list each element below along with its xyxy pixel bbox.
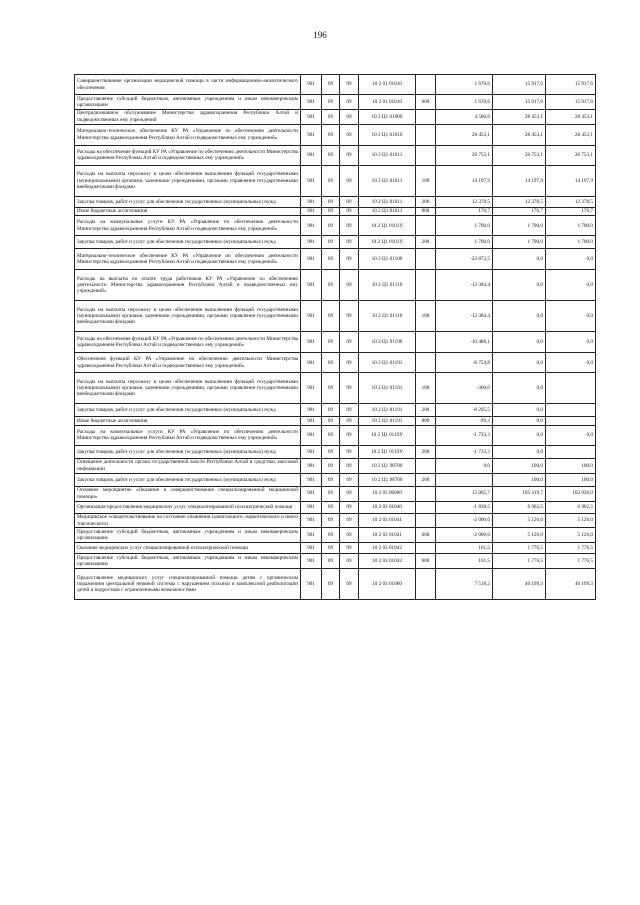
table-row [75, 145, 596, 165]
cell-amount-1: 0,0 [436, 458, 493, 473]
cell-expense-type [416, 458, 436, 473]
table-row [75, 95, 596, 110]
table-row [75, 270, 596, 301]
cell-amount-2: 0,0 [493, 332, 546, 353]
cell-subsection: 09 [340, 124, 359, 145]
cell-target-article: 10 2 01 01010 [359, 75, 416, 95]
cell-amount-2: 1 700,0 [493, 236, 546, 249]
cell-target-article: 10 2 Ц1 98700 [359, 473, 416, 486]
cell-amount-1: -13 384,4 [436, 301, 493, 332]
cell-expense-type [416, 249, 436, 270]
cell-amount-1: 7 518,2 [436, 569, 493, 600]
cell-amount-1: 161,5 [436, 543, 493, 554]
table-row [75, 569, 596, 600]
cell-grbs: 901 [301, 196, 322, 207]
cell-grbs: 901 [301, 124, 322, 145]
cell-name: Расходы на выплаты по оплате труда работников КУ РА «Управление по обеспечению деятельности Министерства здравоохранения Республики Алтай и подведомственных ему учреждений» [75, 270, 301, 301]
cell-amount-3: 12 378,5 [546, 196, 596, 207]
cell-amount-1: 28 453,1 [436, 124, 493, 145]
cell-section: 09 [322, 332, 340, 353]
cell-target-article: 10 2 01 01010 [359, 95, 416, 110]
cell-name: Совершенствование организации медицинской помощи в части информационно-аналитического обеспечения [75, 75, 301, 95]
cell-amount-2: 176,7 [493, 207, 546, 216]
cell-amount-3 [546, 404, 596, 417]
cell-name: Оказание медицинских услуг специализированной психиатрической помощи [75, 543, 301, 554]
cell-expense-type [416, 543, 436, 554]
cell-subsection: 09 [340, 353, 359, 373]
table-row [75, 332, 596, 353]
cell-subsection: 09 [340, 75, 359, 95]
cell-name: Расходы на коммунальные услуги КУ РА «Управление по обеспечению деятельности Министерства здравоохранения Республики Алтай и подведомственных ему учреждений» [75, 425, 301, 445]
cell-section: 09 [322, 513, 340, 528]
cell-amount-3: 15 917,6 [546, 95, 596, 110]
cell-section: 09 [322, 473, 340, 486]
cell-section: 09 [322, 445, 340, 458]
cell-grbs: 901 [301, 353, 322, 373]
cell-amount-3: 26 753,1 [546, 145, 596, 165]
cell-target-article: 10 2 Ц1 01191 [359, 373, 416, 404]
budget-table [74, 74, 596, 600]
cell-name: Обеспечение функций КУ РА «Управление по обеспечению деятельности Министерства здравоохранения Республики Алтай и подведомственных ему учреждений» [75, 353, 301, 373]
cell-amount-1: -99,3 [436, 417, 493, 426]
cell-amount-1: 26 753,1 [436, 145, 493, 165]
cell-target-article: 10 2 Ц1 01110 [359, 270, 416, 301]
cell-grbs: 901 [301, 249, 322, 270]
cell-target-article: 10 2 Ц1 01191 [359, 417, 416, 426]
cell-target-article: 10 2 Ц1 98700 [359, 458, 416, 473]
table-row [75, 554, 596, 569]
cell-expense-type: 200 [416, 404, 436, 417]
cell-section: 09 [322, 216, 340, 236]
cell-amount-2: 1 776,5 [493, 543, 546, 554]
table-row [75, 207, 596, 216]
cell-name: Закупка товаров, работ и услуг для обеспечения государственных (муниципальных) нужд [75, 473, 301, 486]
cell-target-article: 10 2 03 00000 [359, 486, 416, 501]
cell-subsection: 09 [340, 501, 359, 513]
cell-expense-type [416, 109, 436, 124]
cell-expense-type: 100 [416, 301, 436, 332]
cell-expense-type [416, 425, 436, 445]
cell-amount-1: 1 670,6 [436, 75, 493, 95]
cell-name: Расходы на выплаты персоналу в целях обеспечения выполнения функций государственными (муниципальными) органами, казенными учреждениями, органами управления государственными внебюджетными фондами [75, 301, 301, 332]
cell-grbs: 901 [301, 473, 322, 486]
cell-subsection: 09 [340, 109, 359, 124]
cell-grbs: 901 [301, 445, 322, 458]
cell-section: 09 [322, 109, 340, 124]
cell-subsection: 09 [340, 513, 359, 528]
cell-section: 09 [322, 353, 340, 373]
cell-amount-2: 28 453,1 [493, 109, 546, 124]
table-row [75, 445, 596, 458]
cell-section: 09 [322, 458, 340, 473]
table-row [75, 458, 596, 473]
cell-target-article: 10 2 Ц1 01190 [359, 332, 416, 353]
cell-amount-2: 14 197,9 [493, 165, 546, 196]
cell-subsection: 09 [340, 270, 359, 301]
cell-name: Предоставление субсидий бюджетным, автономным учреждениям и иным некоммерческим организациям [75, 528, 301, 543]
cell-amount-1: -2 000,0 [436, 528, 493, 543]
table-row [75, 501, 596, 513]
cell-section: 09 [322, 404, 340, 417]
cell-target-article: 10 2 Ц1 01000 [359, 109, 416, 124]
cell-subsection: 09 [340, 528, 359, 543]
cell-expense-type [416, 569, 436, 600]
cell-name: Расходы на обеспечение функций КУ РА «Управление по обеспечению деятельности Министерства здравоохранения Республики Алтай и подведомственных ему учреждений» [75, 145, 301, 165]
cell-amount-1: -13 384,4 [436, 270, 493, 301]
cell-subsection: 09 [340, 543, 359, 554]
cell-subsection: 09 [340, 417, 359, 426]
cell-expense-type: 200 [416, 236, 436, 249]
cell-name: Закупка товаров, работ и услуг для обеспечения государственных (муниципальных) нужд [75, 445, 301, 458]
cell-amount-3: 0,0 [546, 301, 596, 332]
cell-target-article: 10 2 Ц1 01191 [359, 404, 416, 417]
cell-grbs: 901 [301, 486, 322, 501]
cell-expense-type: 600 [416, 528, 436, 543]
cell-amount-3 [546, 445, 596, 458]
cell-expense-type [416, 75, 436, 95]
cell-target-article: 10 2 03 01042 [359, 543, 416, 554]
cell-section: 09 [322, 207, 340, 216]
cell-expense-type: 200 [416, 196, 436, 207]
cell-name: Иные бюджетные ассигнования [75, 417, 301, 426]
cell-expense-type: 600 [416, 554, 436, 569]
cell-amount-2: 100,0 [493, 473, 546, 486]
cell-amount-1: 1 670,6 [436, 95, 493, 110]
cell-expense-type [416, 145, 436, 165]
cell-subsection: 09 [340, 236, 359, 249]
cell-target-article: 10 2 Ц1 01011 [359, 165, 416, 196]
cell-grbs: 901 [301, 216, 322, 236]
cell-amount-2: 0,0 [493, 353, 546, 373]
cell-grbs: 901 [301, 543, 322, 554]
cell-subsection: 09 [340, 404, 359, 417]
cell-target-article: 10 2 Ц1 0119У [359, 445, 416, 458]
cell-expense-type: 800 [416, 207, 436, 216]
cell-expense-type [416, 501, 436, 513]
table-row [75, 404, 596, 417]
cell-name: Предоставление субсидий бюджетным, автономным учреждениям и иным некоммерческим организациям [75, 554, 301, 569]
cell-name: Расходы на обеспечение функций КУ РА «Управление по обеспечению деятельности Министерства здравоохранения Республики Алтай и подведомственных ему учреждений» [75, 332, 301, 353]
cell-grbs: 901 [301, 145, 322, 165]
cell-amount-3: 0,0 [546, 249, 596, 270]
cell-subsection: 09 [340, 554, 359, 569]
cell-section: 09 [322, 249, 340, 270]
cell-section: 09 [322, 95, 340, 110]
cell-subsection: 09 [340, 445, 359, 458]
table-row [75, 486, 596, 501]
cell-expense-type [416, 216, 436, 236]
cell-amount-1: -2 000,0 [436, 513, 493, 528]
cell-name: Основное мероприятие «Оказание и совершенствование специализированной медицинской помощи» [75, 486, 301, 501]
cell-amount-3: 1 776,5 [546, 554, 596, 569]
cell-target-article: 10 2 Ц1 01011 [359, 207, 416, 216]
cell-amount-2: 100,0 [493, 458, 546, 473]
cell-amount-3: 15 917,6 [546, 75, 596, 95]
cell-subsection: 09 [340, 145, 359, 165]
cell-expense-type [416, 332, 436, 353]
cell-amount-1: 12 378,5 [436, 196, 493, 207]
table-row [75, 528, 596, 543]
cell-amount-3: 5 126,0 [546, 528, 596, 543]
cell-amount-1: 161,5 [436, 554, 493, 569]
cell-grbs: 901 [301, 95, 322, 110]
cell-amount-2: 1 776,5 [493, 554, 546, 569]
cell-grbs: 901 [301, 569, 322, 600]
cell-grbs: 901 [301, 332, 322, 353]
cell-section: 09 [322, 417, 340, 426]
cell-name: Расходы на коммунальные услуги КУ РА «Управление по обеспечению деятельности Министерства здравоохранения Республики Алтай и подведомственных ему учреждений» [75, 216, 301, 236]
cell-expense-type [416, 513, 436, 528]
cell-amount-3: 46 199,3 [546, 569, 596, 600]
cell-expense-type: 100 [416, 165, 436, 196]
cell-amount-2: 0,0 [493, 249, 546, 270]
cell-amount-3: 28 453,1 [546, 109, 596, 124]
cell-grbs: 901 [301, 417, 322, 426]
table-row [75, 165, 596, 196]
table-body [75, 75, 596, 600]
cell-amount-1: -1 733,3 [436, 425, 493, 445]
cell-subsection: 09 [340, 207, 359, 216]
cell-amount-2: 0,0 [493, 270, 546, 301]
cell-name: Расходы на выплаты персоналу в целях обеспечения выполнения функций государственными (муниципальными) органами, казенными учреждениями, органами управления государственными внебюджетными фондами [75, 373, 301, 404]
cell-target-article: 10 2 Ц1 01191 [359, 353, 416, 373]
cell-name: Закупка товаров, работ и услуг для обеспечения государственных (муниципальных) нужд [75, 404, 301, 417]
cell-amount-1: -360,0 [436, 373, 493, 404]
cell-expense-type: 200 [416, 445, 436, 458]
cell-amount-2: 15 917,6 [493, 75, 546, 95]
cell-amount-1: 1 700,0 [436, 236, 493, 249]
cell-subsection: 09 [340, 425, 359, 445]
cell-amount-3: 14 197,9 [546, 165, 596, 196]
table-row [75, 109, 596, 124]
cell-amount-3: 1 700,0 [546, 236, 596, 249]
cell-amount-3: 6 902,5 [546, 501, 596, 513]
cell-amount-3: 1 776,5 [546, 543, 596, 554]
cell-target-article: 10 2 03 01042 [359, 554, 416, 569]
cell-amount-3 [546, 417, 596, 426]
cell-amount-3: 0,0 [546, 425, 596, 445]
cell-amount-2: 15 917,6 [493, 95, 546, 110]
cell-amount-3: 1 700,0 [546, 216, 596, 236]
cell-target-article: 10 2 Ц1 0101У [359, 216, 416, 236]
cell-amount-1: -1 733,3 [436, 445, 493, 458]
cell-amount-3: 100,0 [546, 458, 596, 473]
cell-amount-1: 176,7 [436, 207, 493, 216]
cell-grbs: 901 [301, 501, 322, 513]
cell-amount-3: 102 030,0 [546, 486, 596, 501]
cell-expense-type [416, 353, 436, 373]
cell-grbs: 901 [301, 373, 322, 404]
cell-section: 09 [322, 301, 340, 332]
cell-section: 09 [322, 373, 340, 404]
cell-section: 09 [322, 486, 340, 501]
cell-amount-3: 100,0 [546, 473, 596, 486]
cell-section: 09 [322, 501, 340, 513]
cell-grbs: 901 [301, 301, 322, 332]
cell-expense-type: 100 [416, 373, 436, 404]
table-row [75, 473, 596, 486]
cell-amount-2: 0,0 [493, 404, 546, 417]
table-row [75, 417, 596, 426]
cell-subsection: 09 [340, 373, 359, 404]
page-number: 196 [313, 30, 327, 40]
cell-amount-2: 1 700,0 [493, 216, 546, 236]
cell-amount-1: 15 065,7 [436, 486, 493, 501]
cell-expense-type: 800 [416, 417, 436, 426]
cell-amount-2: 0,0 [493, 417, 546, 426]
cell-grbs: 901 [301, 165, 322, 196]
cell-subsection: 09 [340, 473, 359, 486]
cell-amount-3 [546, 373, 596, 404]
cell-amount-1: 1 700,0 [436, 216, 493, 236]
cell-grbs: 901 [301, 75, 322, 95]
cell-amount-2: 5 126,0 [493, 513, 546, 528]
cell-grbs: 901 [301, 425, 322, 445]
table-row [75, 513, 596, 528]
cell-subsection: 09 [340, 486, 359, 501]
cell-amount-2: 6 902,5 [493, 501, 546, 513]
cell-name: Медицинское освидетельствование на состояние опьянения (алкогольного, наркотического и иного токсического) [75, 513, 301, 528]
cell-section: 09 [322, 554, 340, 569]
cell-target-article: 10 2 Ц1 01011 [359, 196, 416, 207]
cell-section: 09 [322, 543, 340, 554]
cell-grbs: 901 [301, 554, 322, 569]
cell-target-article: 10 2 03 01040 [359, 501, 416, 513]
cell-subsection: 09 [340, 196, 359, 207]
cell-grbs: 901 [301, 236, 322, 249]
cell-amount-1: -23 872,5 [436, 249, 493, 270]
cell-section: 09 [322, 75, 340, 95]
cell-amount-3: 0,0 [546, 353, 596, 373]
cell-target-article: 10 2 Ц1 0119У [359, 425, 416, 445]
cell-section: 09 [322, 528, 340, 543]
cell-amount-3: 5 126,0 [546, 513, 596, 528]
cell-subsection: 09 [340, 249, 359, 270]
cell-grbs: 901 [301, 513, 322, 528]
cell-target-article: 10 2 03 01060 [359, 569, 416, 600]
table-row [75, 124, 596, 145]
cell-name: Закупка товаров, работ и услуг для обеспечения государственных (муниципальных) нужд [75, 196, 301, 207]
cell-section: 09 [322, 425, 340, 445]
cell-expense-type: 200 [416, 473, 436, 486]
cell-subsection: 09 [340, 332, 359, 353]
cell-expense-type [416, 486, 436, 501]
cell-amount-1: -10 488,1 [436, 332, 493, 353]
cell-name: Предоставление субсидий бюджетным, автономным учреждениям и иным некоммерческим организациям [75, 95, 301, 110]
cell-grbs: 901 [301, 207, 322, 216]
cell-amount-2: 105 319,7 [493, 486, 546, 501]
table-row [75, 236, 596, 249]
cell-target-article: 10 2 03 01041 [359, 513, 416, 528]
cell-amount-2: 5 126,0 [493, 528, 546, 543]
table-row [75, 196, 596, 207]
cell-name: Организация предоставления медицинских услуг специализированной психиатрической помощи [75, 501, 301, 513]
cell-amount-1: 14 197,9 [436, 165, 493, 196]
cell-target-article: 10 2 Ц1 01100 [359, 249, 416, 270]
table-row [75, 301, 596, 332]
cell-target-article: 10 2 Ц1 01010 [359, 124, 416, 145]
cell-amount-2: 0,0 [493, 301, 546, 332]
cell-subsection: 09 [340, 301, 359, 332]
table-row [75, 249, 596, 270]
table-row [75, 543, 596, 554]
table-row [75, 373, 596, 404]
cell-name: Освещение деятельности органа государственной власти Республики Алтай в средствах массовой информации [75, 458, 301, 473]
cell-name: Иные бюджетные ассигнования [75, 207, 301, 216]
cell-amount-1: -8 754,8 [436, 353, 493, 373]
table-row [75, 425, 596, 445]
cell-section: 09 [322, 569, 340, 600]
cell-name: Материально-техническое обеспечение КУ РА «Управление по обеспечению деятельности Министерства здравоохранения Республики Алтай и подведомственных ему учреждений» [75, 124, 301, 145]
cell-section: 09 [322, 145, 340, 165]
table-row [75, 75, 596, 95]
cell-amount-2: 0,0 [493, 445, 546, 458]
cell-name: Централизованное обслуживание Министерства здравоохранения Республики Алтай и подведомственных ему учреждений [75, 109, 301, 124]
cell-amount-3: 0,0 [546, 270, 596, 301]
cell-expense-type [416, 124, 436, 145]
cell-amount-2: 28 453,1 [493, 124, 546, 145]
cell-amount-3: 176,7 [546, 207, 596, 216]
cell-expense-type [416, 270, 436, 301]
cell-section: 09 [322, 196, 340, 207]
cell-subsection: 09 [340, 569, 359, 600]
cell-grbs: 901 [301, 458, 322, 473]
cell-subsection: 09 [340, 95, 359, 110]
cell-name: Предоставление медицинских услуг специализированной помощи детям с органическим поражением центральной нервной системы с нарушением психики и комплексной реабилитации детей и подростков с ограниченными возможностями [75, 569, 301, 600]
cell-name: Закупка товаров, работ и услуг для обеспечения государственных (муниципальных) нужд [75, 236, 301, 249]
cell-amount-1 [436, 473, 493, 486]
cell-section: 09 [322, 124, 340, 145]
cell-target-article: 10 2 Ц1 01011 [359, 145, 416, 165]
table-row [75, 353, 596, 373]
cell-amount-2: 0,0 [493, 425, 546, 445]
cell-amount-2: 12 378,5 [493, 196, 546, 207]
cell-subsection: 09 [340, 216, 359, 236]
cell-section: 09 [322, 270, 340, 301]
cell-target-article: 10 2 Ц1 0101У [359, 236, 416, 249]
cell-grbs: 901 [301, 528, 322, 543]
cell-grbs: 901 [301, 109, 322, 124]
cell-section: 09 [322, 165, 340, 196]
cell-amount-3: 28 453,1 [546, 124, 596, 145]
cell-amount-2: 0,0 [493, 373, 546, 404]
cell-section: 09 [322, 236, 340, 249]
cell-subsection: 09 [340, 165, 359, 196]
cell-amount-2: 26 753,1 [493, 145, 546, 165]
cell-amount-3: 0,0 [546, 332, 596, 353]
table-row [75, 216, 596, 236]
cell-name: Расходы на выплаты персоналу в целях обеспечения выполнения функций государственными (муниципальными) органами, казенными учреждениями, органами управления государственными внебюджетными фондами [75, 165, 301, 196]
cell-amount-2: 46 199,3 [493, 569, 546, 600]
cell-amount-1: -8 295,5 [436, 404, 493, 417]
cell-amount-1: 4 580,6 [436, 109, 493, 124]
cell-grbs: 901 [301, 270, 322, 301]
cell-expense-type: 600 [416, 95, 436, 110]
cell-target-article: 10 2 Ц1 01110 [359, 301, 416, 332]
cell-target-article: 10 2 03 01041 [359, 528, 416, 543]
cell-grbs: 901 [301, 404, 322, 417]
cell-name: Материально-техническое обеспечение КУ РА «Управление по обеспечению деятельности Министерства здравоохранения Республики Алтай и подведомственных ему учреждений» [75, 249, 301, 270]
cell-subsection: 09 [340, 458, 359, 473]
cell-amount-1: -1 838,5 [436, 501, 493, 513]
